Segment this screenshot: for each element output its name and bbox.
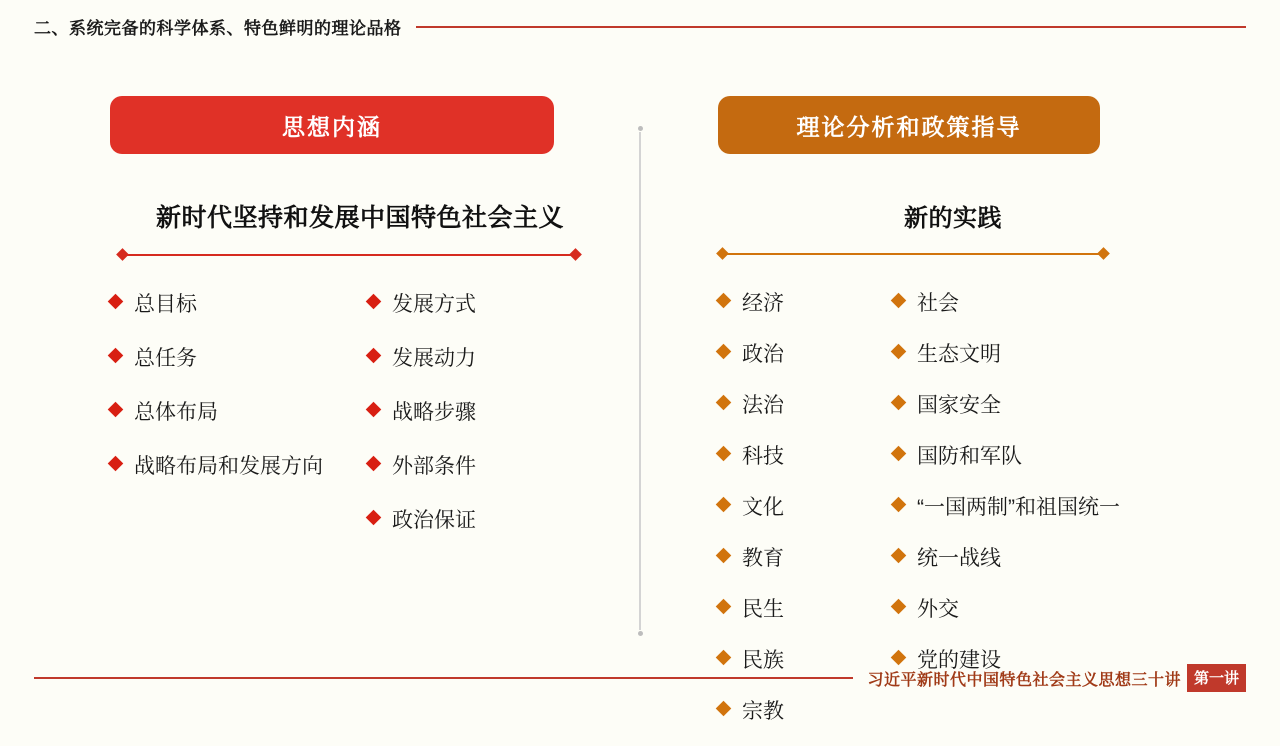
right-panel-subtitle: 新的实践 (904, 205, 1002, 232)
list-item (718, 593, 893, 623)
diamond-bullet-icon (108, 348, 124, 364)
list-item (110, 450, 368, 480)
right-panel-banner: 理论分析和政策指导 (718, 96, 1100, 154)
list-item-label: 发展方式 (392, 293, 476, 316)
list-item-label: 战略步骤 (392, 401, 476, 424)
right-panel (718, 96, 1188, 746)
list-item-label: 民族 (742, 649, 784, 672)
list-item-label: 统一战线 (917, 547, 1002, 570)
list-item-label: 生态文明 (917, 343, 1002, 366)
diamond-bullet-icon (366, 402, 382, 418)
list-item (718, 695, 893, 725)
list-item-label: 战略布局和发展方向 (134, 455, 323, 478)
left-panel-banner: 思想内涵 (110, 96, 554, 154)
list-item (368, 504, 568, 534)
list-item (893, 542, 1188, 572)
list-item-label: 政治保证 (392, 509, 476, 532)
diamond-bullet-icon (716, 497, 732, 513)
footer-badge: 第一讲 (1187, 664, 1246, 692)
list-item (893, 440, 1188, 470)
list-item-label: 国家安全 (917, 394, 1002, 417)
list-item (893, 287, 1188, 317)
list-item-label: 经济 (742, 292, 784, 315)
divider-line (126, 254, 572, 256)
list-item (893, 491, 1188, 521)
list-item (718, 338, 893, 368)
slide-footer (34, 664, 1246, 692)
list-item (368, 288, 568, 318)
list-item (110, 288, 368, 318)
right-panel-divider (718, 249, 1108, 259)
diamond-bullet-icon (891, 650, 907, 666)
diamond-bullet-icon (891, 599, 907, 615)
diamond-bullet-icon (716, 701, 732, 717)
list-item (893, 338, 1188, 368)
list-item (110, 396, 368, 426)
list-item (368, 450, 568, 480)
diamond-bullet-icon (716, 650, 732, 666)
diamond-bullet-icon (108, 402, 124, 418)
list-item-label: 教育 (742, 547, 784, 570)
diamond-bullet-icon (366, 348, 382, 364)
diamond-bullet-icon (716, 293, 732, 309)
page-title: 二、系统完备的科学体系、特色鲜明的理论品格 (34, 18, 402, 38)
list-item (718, 440, 893, 470)
left-panel-lists (110, 288, 610, 558)
diamond-bullet-icon (891, 344, 907, 360)
diamond-icon (569, 248, 582, 261)
diamond-bullet-icon (366, 456, 382, 472)
left-panel-subtitle: 新时代坚持和发展中国特色社会主义 (155, 204, 564, 232)
list-item (718, 491, 893, 521)
diamond-bullet-icon (891, 497, 907, 513)
list-item-label: 外交 (917, 598, 960, 621)
header-divider (416, 26, 1247, 28)
left-panel-divider (118, 250, 580, 260)
diamond-bullet-icon (891, 548, 907, 564)
list-item-label: 外部条件 (392, 455, 476, 478)
list-item-label: 法治 (742, 394, 784, 417)
diamond-bullet-icon (891, 446, 907, 462)
list-item-label: 总体布局 (134, 401, 218, 424)
list-item-label: 发展动力 (392, 347, 476, 370)
list-item-label: “一国两制”和祖国统一 (917, 496, 1121, 519)
list-item-label: 总目标 (134, 293, 197, 316)
separator-dot-top (638, 126, 643, 131)
diamond-bullet-icon (716, 446, 732, 462)
footer-divider (34, 677, 853, 679)
list-item (718, 542, 893, 572)
diamond-bullet-icon (716, 599, 732, 615)
slide-header (34, 12, 1246, 40)
diamond-bullet-icon (108, 456, 124, 472)
diamond-bullet-icon (716, 344, 732, 360)
list-item (368, 396, 568, 426)
diamond-bullet-icon (891, 293, 907, 309)
list-item-label: 宗教 (742, 700, 784, 723)
list-item-label: 科技 (742, 445, 784, 468)
list-item-label: 政治 (742, 343, 784, 366)
footer-title: 习近平新时代中国特色社会主义思想三十讲 (867, 671, 1181, 689)
separator-dot-bottom (638, 631, 643, 636)
list-item-label: 党的建设 (917, 649, 1002, 672)
diamond-bullet-icon (716, 395, 732, 411)
list-item (893, 389, 1188, 419)
divider-line (726, 253, 1100, 255)
list-item (718, 389, 893, 419)
diamond-icon (1097, 247, 1110, 260)
list-item-label: 文化 (742, 496, 784, 519)
list-item (368, 342, 568, 372)
column-separator (638, 126, 642, 636)
list-item-label: 国防和军队 (917, 445, 1023, 468)
list-item-label: 总任务 (134, 347, 197, 370)
left-list-column-2 (368, 288, 568, 558)
separator-line (639, 132, 641, 630)
list-item (718, 287, 893, 317)
diamond-bullet-icon (108, 294, 124, 310)
list-item (110, 342, 368, 372)
diamond-bullet-icon (366, 294, 382, 310)
left-list-column-1 (110, 288, 368, 558)
diamond-bullet-icon (716, 548, 732, 564)
list-item-label: 民生 (742, 598, 784, 621)
diamond-bullet-icon (891, 395, 907, 411)
left-panel (110, 96, 610, 558)
list-item (893, 593, 1188, 623)
diamond-bullet-icon (366, 510, 382, 526)
list-item-label: 社会 (917, 292, 960, 315)
